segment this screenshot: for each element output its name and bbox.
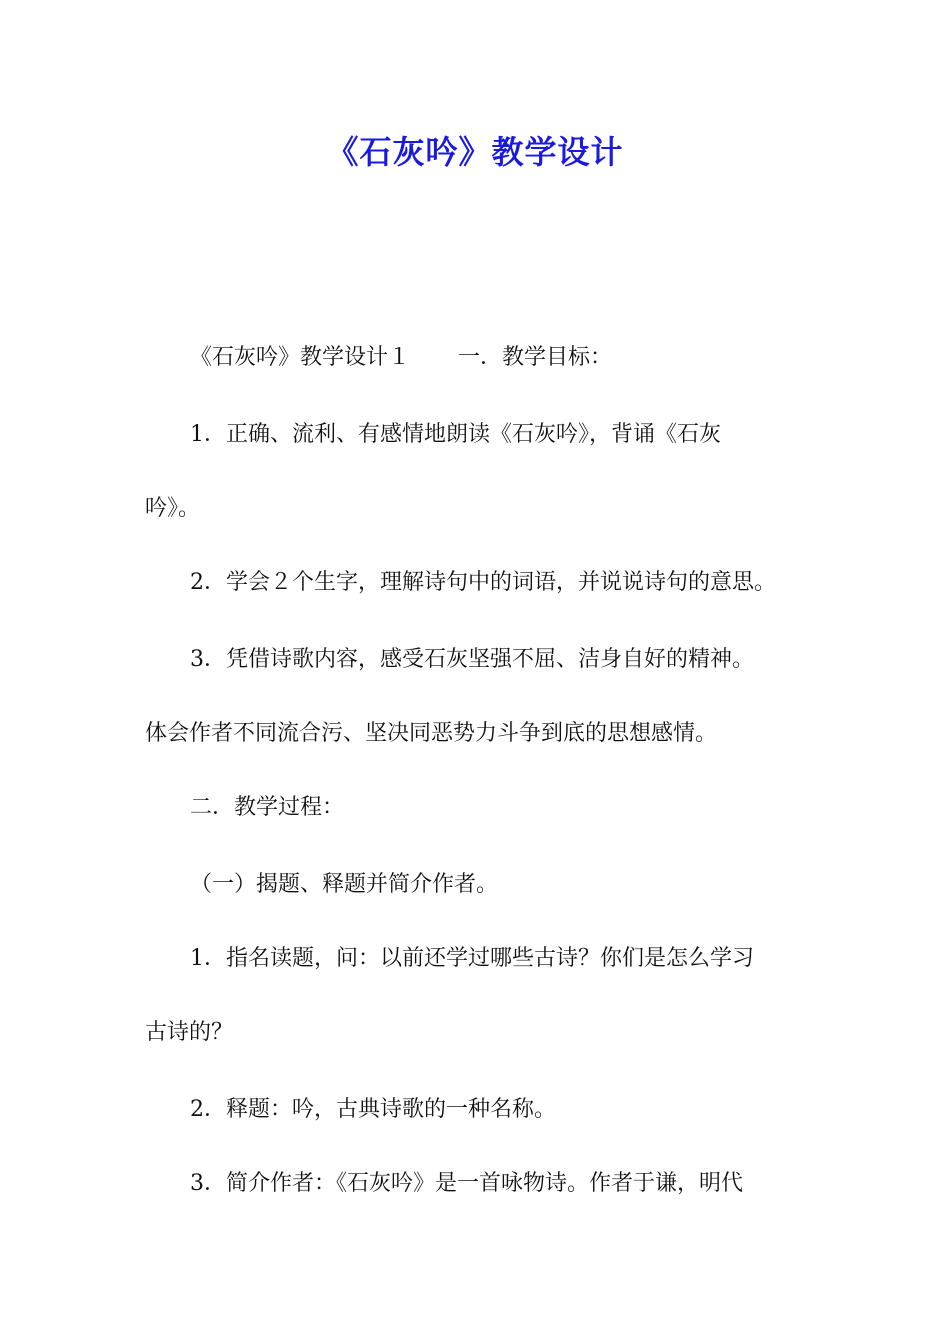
document-title: 《石灰吟》教学设计 (326, 133, 624, 171)
paragraph-line: 1．正确、流利、有感情地朗读《石灰吟》，背诵《石灰 (190, 422, 721, 447)
paragraph-line (190, 343, 825, 373)
paragraph-line: 古诗的？ (145, 1020, 234, 1045)
paragraph-line: 3．凭借诗歌内容，感受石灰坚强不屈、洁身自好的精神。 (190, 647, 754, 672)
paragraph-line: 2．释题：吟，古典诗歌的一种名称。 (190, 1097, 556, 1122)
section-heading: 二．教学过程： (190, 795, 345, 820)
paragraph-line: 1．指名读题，问：以前还学过哪些古诗？你们是怎么学习 (190, 946, 754, 971)
paragraph-line: 体会作者不同流合污、坚决同恶势力斗争到底的思想感情。 (145, 721, 718, 746)
subtitle-text: 《石灰吟》教学设计１ (190, 345, 411, 370)
paragraph-line: 3．简介作者：《石灰吟》是一首咏物诗。作者于谦，明代 (190, 1171, 743, 1196)
paragraph-line: 2．学会２个生字，理解诗句中的词语，并说说诗句的意思。 (190, 570, 776, 595)
paragraph-line: 吟》。 (145, 496, 201, 521)
sub-section-heading: （一）揭题、释题并简介作者。 (190, 872, 499, 897)
section-heading: 一．教学目标： (458, 345, 613, 370)
